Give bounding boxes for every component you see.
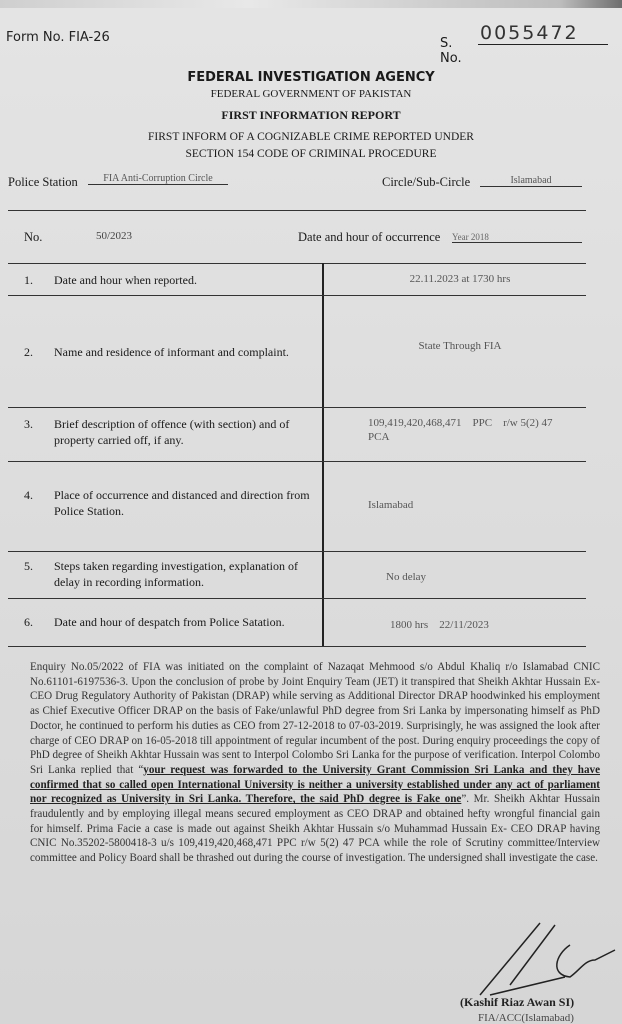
row-divider <box>8 295 586 296</box>
report-title: FIRST INFORMATION REPORT <box>221 108 401 122</box>
agency-title: FEDERAL INVESTIGATION AGENCY <box>187 70 435 85</box>
circle-value: Islamabad <box>480 175 582 187</box>
table-row-1-value: 22.11.2023 at 1730 hrs <box>409 273 511 285</box>
case-no-label: No. <box>24 230 43 244</box>
signatory-name: (Kashif Riaz Awan SI) <box>460 995 575 1009</box>
police-station-label: Police Station <box>8 175 78 189</box>
occurrence-label: Date and hour of occurrence <box>298 230 441 244</box>
report-subtitle-2: SECTION 154 CODE OF CRIMINAL PROCEDURE <box>185 148 437 160</box>
occurrence-value: Year 2018 <box>452 232 582 243</box>
table-top-border <box>8 263 586 264</box>
row-divider <box>8 407 586 408</box>
table-row-4-value: Islamabad <box>368 499 414 511</box>
serial-value: 0055472 <box>478 22 608 45</box>
row-divider <box>8 461 586 462</box>
interpol-quote: your request was forwarded to the University Grant Commission Sri Lanka and they have confirmed that so called open International University is neither a university established under any act of parliament nor recognized as University in Sri Lanka. Therefore, the said PhD degree is Fake one <box>30 763 600 806</box>
report-subtitle-1: FIRST INFORM OF A COGNIZABLE CRIME REPORTED UNDER <box>148 131 474 143</box>
government-title: FEDERAL GOVERNMENT OF PAKISTAN <box>210 88 412 100</box>
row-divider <box>8 598 586 599</box>
form-number: Form No. FIA-26 <box>6 30 110 45</box>
table-row-5-value: No delay <box>386 571 427 583</box>
table-bottom-border <box>8 646 586 647</box>
serial-label: S. No. <box>440 36 462 66</box>
divider <box>8 210 586 211</box>
table-row-2-value: State Through FIA <box>418 340 502 352</box>
signatory-office: FIA/ACC(Islamabad) <box>478 1012 574 1024</box>
table-row-3-value: 109,419,420,468,471 PPC r/w 5(2) 47 PCA <box>368 417 556 443</box>
row-divider <box>8 551 586 552</box>
narrative-paragraph: Enquiry No.05/2022 of FIA was initiated on the complaint of Nazaqat Mehmood s/o Abdul Khaliq r/o Islamabad CNIC No.61101-6197536-3. Upon the conclusion of probe by Joint Enquiry Team (JET) it transpired that Sheikh Akhtar Hussain Ex- CEO Drug Regulatory Authority of Pakistan (DRAP) while serving as Additional Director DRAP hoodwinked his employment as Chief Executive Officer DRAP on the basis of Fake/unlawful PhD degree from Sri Lanka by impersonating himself as PhD Doctor, he continued to perform his duties as CEO from 27-12-2018 to 07-03-2019. Surprisingly, he was assigned the look after charge of CEO DRAP on 16-05-2018 till appointment of regular incumbent of the post. During enquiry proceedings the copy of PhD degree of Sheikh Akhtar Hussain was sent to Interpol Colombo Sri Lanka for the purpose of verification. Interpol Colombo Sri Lanka replied that “your request was forwarded to the University Grant Commission Sri Lanka and they have confirmed that so called open International University is neither a university established under any act of parliament nor recognized as University in Sri Lanka. Therefore, the said PhD degree is Fake one”. Mr. Sheikh Akhtar Hussain fraudulently and by employing illegal means secured employment as CEO DRAP and obtained hefty wrongful financial gain for himself. Prima Facie a case is made out against Sheikh Akhtar Hussain s/o Muhammad Hussain Ex- CEO DRAP having CNIC No.35202-5800418-3 u/s 109,419,420,468,471 PPC r/w 5(2) 47 PCA while the role of Scrutiny committee/Interview committee and Policy Board shall be thrashed out during the course of investigation. The undersigned shall investigate the case. <box>30 661 600 865</box>
signature-icon <box>470 915 620 1005</box>
table-row-6-value: 1800 hrs 22/11/2023 <box>390 619 489 631</box>
case-no-value: 50/2023 <box>96 230 133 242</box>
police-station-value: FIA Anti-Corruption Circle <box>88 173 228 185</box>
circle-label: Circle/Sub-Circle <box>382 175 471 189</box>
